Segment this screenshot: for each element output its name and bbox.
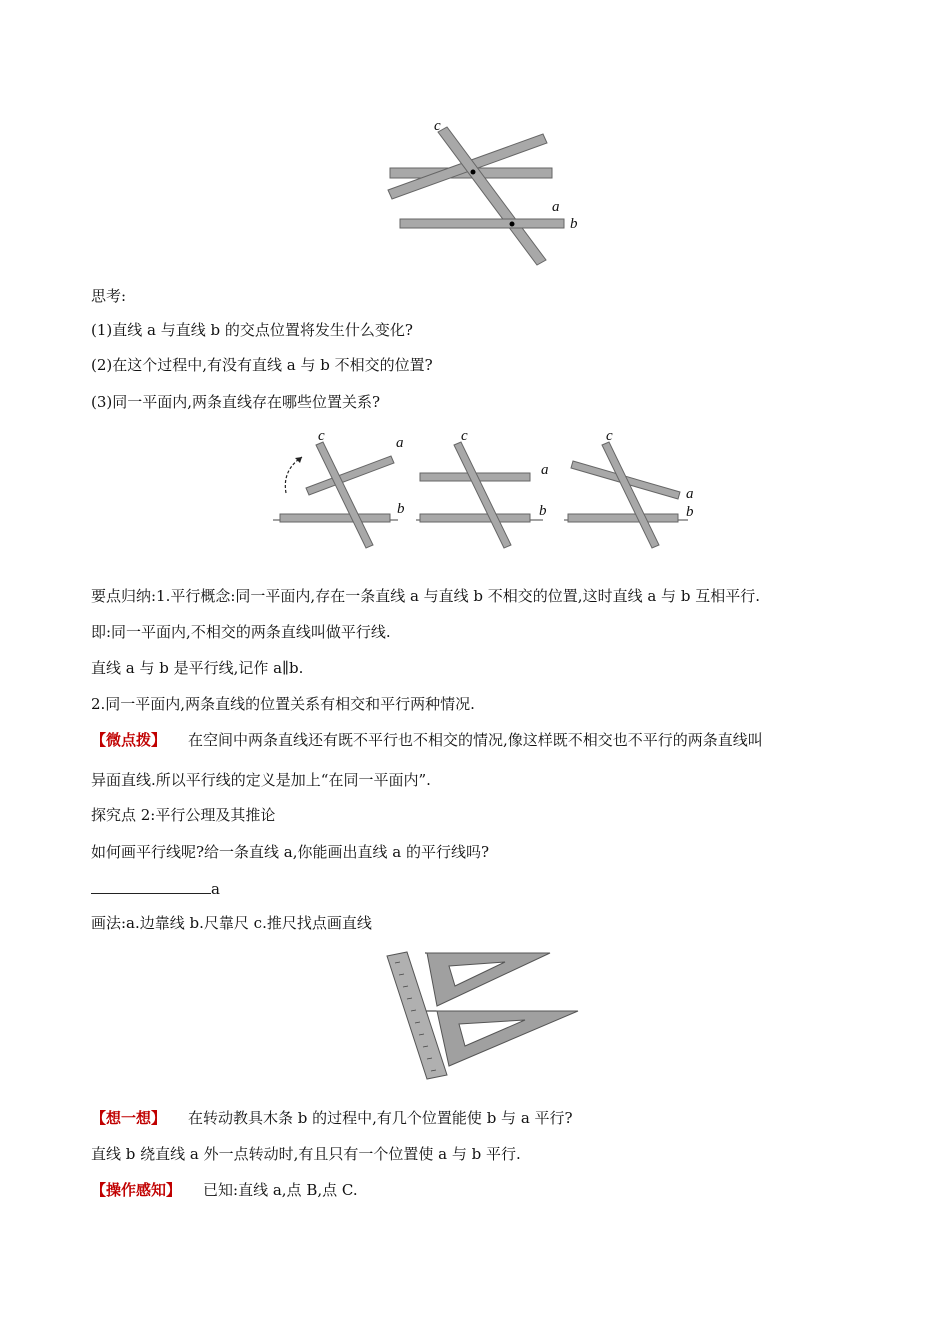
think2-answer: 直线 b 绕直线 a 外一点转动时,有且只有一个位置使 a 与 b 平行. — [91, 1145, 521, 1163]
panel3-stick-c — [602, 442, 659, 548]
panel1-stick-a — [306, 456, 394, 495]
label-a: a — [552, 199, 560, 215]
panel1-label-c: c — [318, 428, 325, 444]
panel1-stick-c — [316, 442, 373, 548]
drawing-method: 画法:a.边靠线 b.尺靠尺 c.推尺找点画直线 — [91, 914, 372, 932]
think-question-3: (3)同一平面内,两条直线存在哪些位置关系? — [91, 393, 381, 411]
arrow-head-icon — [295, 457, 302, 463]
set-square-upper — [427, 953, 550, 1006]
panel1-label-b: b — [397, 501, 405, 517]
intersection-point-2 — [510, 222, 515, 227]
tip-line-2: 异面直线.所以平行线的定义是加上“在同一平面内”. — [91, 771, 431, 789]
operate-tag: 【操作感知】 — [91, 1181, 182, 1199]
figure-rotation-panels — [268, 425, 708, 565]
explore-question: 如何画平行线呢?给一条直线 a,你能画出直线 a 的平行线吗? — [91, 843, 490, 861]
panel1-label-a: a — [396, 435, 404, 451]
line-a-label: a — [211, 880, 220, 898]
label-b: b — [570, 216, 578, 232]
line-a-segment — [91, 879, 211, 894]
think2-tag: 【想一想】 — [91, 1109, 167, 1127]
intersection-point-1 — [471, 170, 476, 175]
think-question-2: (2)在这个过程中,有没有直线 a 与 b 不相交的位置? — [91, 356, 433, 374]
panel3-stick-b — [568, 514, 678, 522]
panel2-label-a: a — [541, 462, 549, 478]
summary-line-2: 即:同一平面内,不相交的两条直线叫做平行线. — [91, 623, 391, 641]
summary-line-3: 直线 a 与 b 是平行线,记作 a∥b. — [91, 659, 304, 677]
stick-b — [400, 219, 564, 228]
panel2-label-b: b — [539, 503, 547, 519]
operate-text: 已知:直线 a,点 B,点 C. — [203, 1181, 358, 1199]
panel3-label-b: b — [686, 504, 694, 520]
think-question-1: (1)直线 a 与直线 b 的交点位置将发生什么变化? — [91, 321, 413, 339]
summary-line-4: 2.同一平面内,两条直线的位置关系有相交和平行两种情况. — [91, 695, 475, 713]
figure-ruler-setsquare — [385, 948, 585, 1080]
think2-text: 在转动教具木条 b 的过程中,有几个位置能使 b 与 a 平行? — [188, 1109, 573, 1127]
think2-line — [91, 1108, 573, 1128]
panel1-stick-b — [280, 514, 390, 522]
figure-intersecting-sticks — [380, 110, 600, 275]
operate-line — [91, 1180, 358, 1200]
tip-line-1 — [91, 730, 763, 750]
set-square-lower — [437, 1011, 578, 1066]
panel2-stick-c — [454, 442, 511, 548]
panel3-label-c: c — [606, 428, 613, 444]
explore-title: 探究点 2:平行公理及其推论 — [91, 806, 276, 824]
given-line-a — [91, 879, 220, 899]
panel3-label-a: a — [686, 486, 694, 502]
panel2-label-c: c — [461, 428, 468, 444]
tip-text-1: 在空间中两条直线还有既不平行也不相交的情况,像这样既不相交也不平行的两条直线叫 — [188, 731, 763, 749]
label-c: c — [434, 118, 441, 134]
tip-tag: 【微点拨】 — [91, 731, 167, 749]
summary-line-1: 要点归纳:1.平行概念:同一平面内,存在一条直线 a 与直线 b 不相交的位置,这时直线 a 与 b 互相平行. — [91, 587, 760, 605]
think-title: 思考: — [91, 287, 127, 305]
panel2-stick-b — [420, 514, 530, 522]
